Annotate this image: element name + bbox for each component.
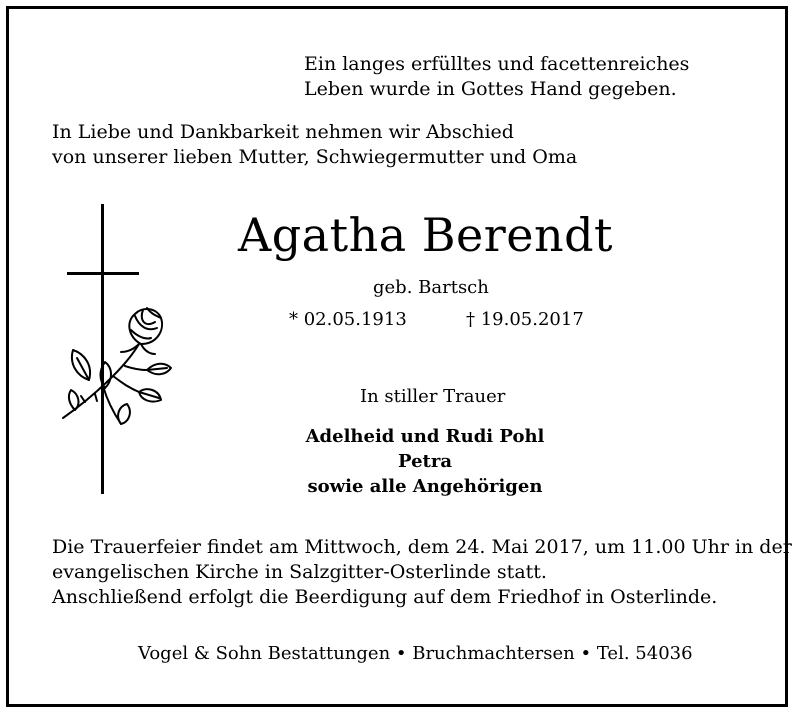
mourners-list (280, 424, 570, 499)
funeral-line: evangelischen Kirche in Salzgitter-Osterlinde statt. (52, 561, 547, 583)
quote-line: Leben wurde in Gottes Hand gegeben. (304, 78, 677, 100)
birth-date: * 02.05.1913 (289, 309, 407, 330)
mourner-name: Adelheid und Rudi Pohl (305, 426, 545, 447)
cross-with-rose (55, 204, 175, 496)
deceased-name: Agatha Berendt (238, 208, 614, 262)
quote-line: Ein langes erfülltes und facettenreiches (304, 53, 690, 75)
intro-text (52, 120, 577, 170)
funeral-home-footer: Vogel & Sohn Bestattungen • Bruchmachtersen • Tel. 54036 (138, 643, 693, 664)
rose-icon (63, 308, 171, 424)
funeral-details (52, 535, 792, 610)
mourner-name: Petra (398, 451, 452, 472)
mourning-phrase: In stiller Trauer (360, 386, 506, 407)
opening-quote (304, 52, 689, 102)
mourner-name: sowie alle Angehörigen (307, 476, 543, 497)
intro-line: In Liebe und Dankbarkeit nehmen wir Abschied (52, 121, 514, 143)
funeral-line: Die Trauerfeier findet am Mittwoch, dem 24. Mai 2017, um 11.00 Uhr in der (52, 536, 792, 558)
funeral-line: Anschließend erfolgt die Beerdigung auf dem Friedhof in Osterlinde. (52, 586, 718, 608)
intro-line: von unserer lieben Mutter, Schwiegermutter und Oma (52, 146, 578, 168)
death-date: † 19.05.2017 (466, 309, 584, 330)
maiden-name: geb. Bartsch (373, 277, 489, 298)
cross-icon (67, 204, 139, 494)
